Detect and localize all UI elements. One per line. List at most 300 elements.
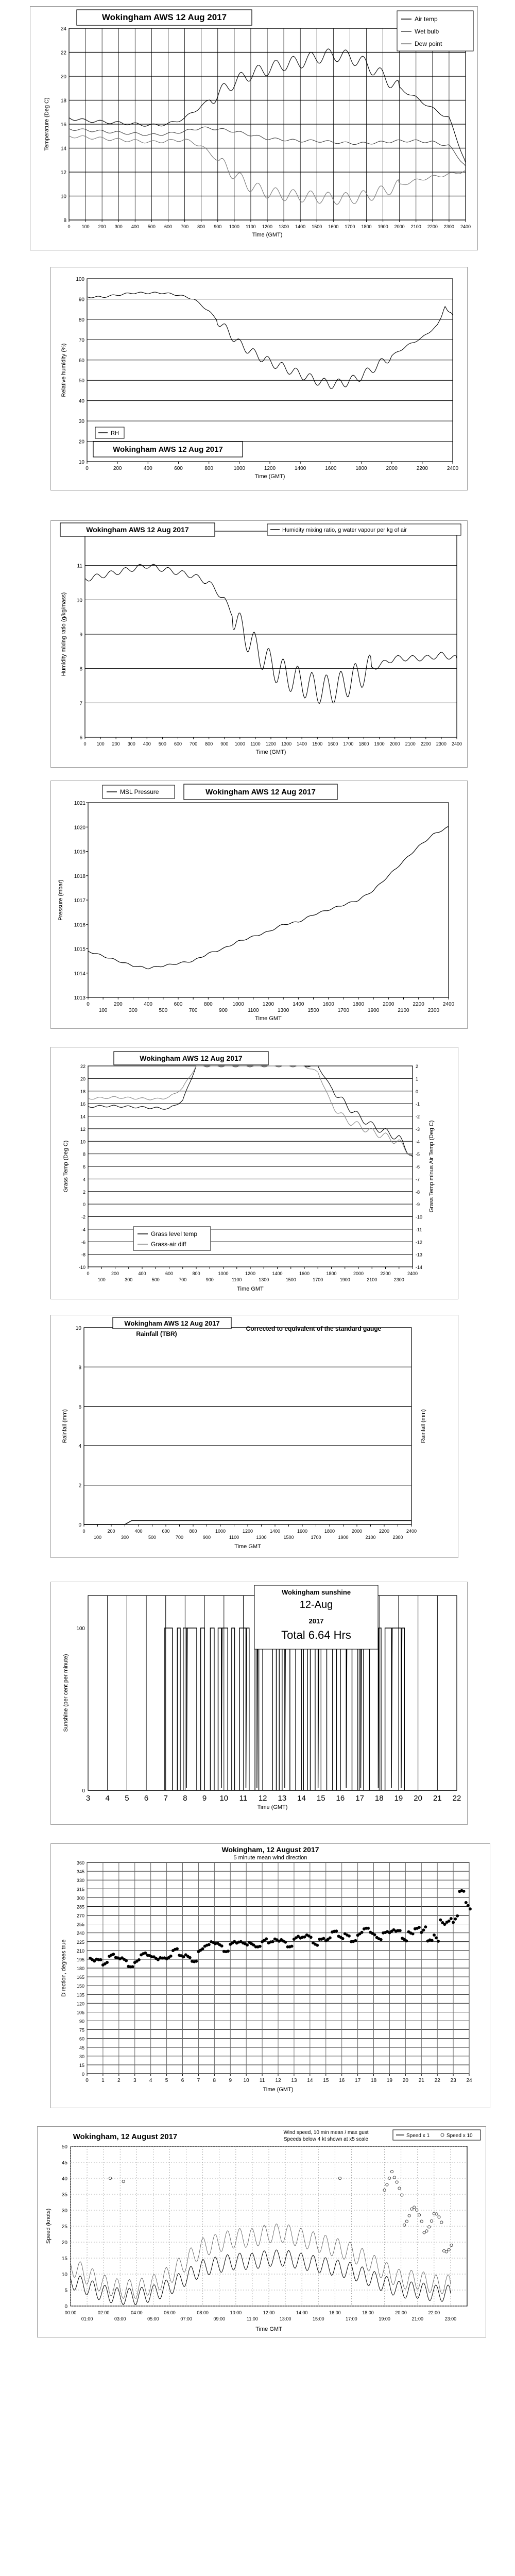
x-tick-label: 20:00 (395, 2310, 407, 2315)
speed-x10-point (383, 2189, 386, 2192)
x-tick-label: 2100 (405, 741, 416, 747)
y-tick-label: -6 (81, 1240, 85, 1245)
x-tick-label: 1 (101, 2078, 105, 2083)
x-tick-label: 1200 (265, 741, 277, 747)
direction-point (195, 1960, 198, 1963)
y-tick-label: 105 (76, 2010, 84, 2015)
sunshine-chart (51, 1582, 467, 1824)
y-tick-label: 4 (82, 1177, 85, 1182)
y-tick-label: 165 (76, 1975, 84, 1980)
x-tick-label: 2 (117, 2078, 121, 2083)
x-tick-label: 21 (433, 1794, 442, 1803)
direction-point (99, 1958, 102, 1961)
y-tick-label: 330 (76, 1878, 84, 1884)
wind-direction-chart-panel (50, 1843, 490, 2108)
y2-tick-label: -6 (416, 1164, 420, 1170)
y-tick-label: 14 (60, 146, 66, 152)
x-tick-label: 2200 (380, 1271, 391, 1276)
mixing-ratio-chart (51, 521, 467, 767)
x-tick-label: 800 (189, 1529, 197, 1534)
x-tick-label: 0 (85, 466, 89, 471)
x-tick-label: 18:00 (362, 2310, 374, 2315)
x-tick-label: 900 (220, 741, 229, 747)
x-tick-label: 800 (203, 1002, 213, 1007)
x-tick-label: 19 (394, 1794, 403, 1803)
x-tick-label: 1100 (232, 1277, 242, 1282)
direction-point (106, 1961, 109, 1964)
x-tick-label: 06:00 (164, 2310, 176, 2315)
x-tick-label: 9 (202, 1794, 207, 1803)
y-tick-label: 8 (78, 1365, 81, 1371)
x-tick-label: 2000 (389, 741, 400, 747)
x-tick-label: 15 (316, 1794, 325, 1803)
x-tick-label: 2200 (416, 466, 428, 471)
sunshine-chart-panel (50, 1582, 468, 1825)
x-tick-label: 13 (291, 2078, 297, 2083)
x-tick-label: 14:00 (296, 2310, 308, 2315)
y2-tick-label: -1 (416, 1101, 420, 1107)
y-tick-label: 255 (76, 1922, 84, 1927)
y-axis-label: Humidity mixing ratio (g/kg/mass) (61, 592, 67, 676)
chart-title: Wokingham, 12 August 2017 (73, 2132, 178, 2141)
x-tick-label: 100 (93, 1535, 102, 1540)
x-tick-label: 11 (259, 2078, 265, 2083)
x-tick-label: 9 (229, 2078, 232, 2083)
x-tick-label: 1600 (328, 741, 338, 747)
y-tick-label: 270 (76, 1913, 84, 1919)
speed-x10-point (430, 2219, 433, 2222)
x-tick-label: 2300 (427, 1008, 439, 1013)
x-tick-label: 0 (87, 1271, 90, 1276)
chart-title: Wokingham AWS 12 Aug 2017 (124, 1319, 220, 1327)
x-tick-label: 200 (107, 1529, 115, 1534)
y-tick-label: 0 (78, 1522, 81, 1528)
x-tick-label: 100 (97, 1277, 106, 1282)
x-tick-label: 1400 (295, 466, 306, 471)
y-tick-label: 1019 (74, 849, 85, 855)
direction-point (208, 1943, 211, 1946)
direction-point (462, 1890, 466, 1893)
x-tick-label: 1600 (299, 1271, 310, 1276)
direction-point (201, 1947, 204, 1951)
x-tick-label: 2000 (394, 224, 405, 229)
legend-label: Dew point (415, 40, 442, 47)
y-tick-label: 45 (61, 2160, 67, 2166)
rainfall-chart-panel (50, 1315, 458, 1558)
y2-tick-label: -11 (416, 1227, 422, 1232)
x-tick-label: 2200 (420, 741, 431, 747)
direction-point (265, 1937, 268, 1940)
speed-x10-point (440, 2221, 443, 2224)
x-tick-label: 1700 (343, 741, 354, 747)
chart-note: Corrected to equivalent of the standard gauge (246, 1325, 382, 1332)
direction-point (138, 1958, 141, 1961)
y-tick-label: 0 (81, 2072, 84, 2077)
x-tick-label: 2100 (398, 1008, 409, 1013)
x-tick-label: 1900 (374, 741, 385, 747)
direction-point (176, 1947, 179, 1951)
y-tick-label: 180 (76, 1966, 84, 1971)
x-tick-label: 2100 (410, 224, 421, 229)
direction-point (399, 1929, 402, 1932)
x-tick-label: 20 (402, 2078, 408, 2083)
x-axis-label: Time GMT (255, 1015, 282, 1022)
direction-point (380, 1938, 383, 1941)
x-tick-label: 17 (355, 2078, 361, 2083)
x-tick-label: 16:00 (329, 2310, 341, 2315)
y-axis-label: Pressure (mbar) (58, 879, 64, 921)
speed-x10-point (408, 2214, 410, 2217)
x-tick-label: 07:00 (180, 2316, 192, 2321)
chart-total: Total 6.64 Hrs (281, 1629, 351, 1641)
direction-point (418, 1926, 421, 1929)
direction-point (348, 1935, 351, 1938)
x-tick-label: 1500 (285, 1277, 296, 1282)
direction-point (469, 1907, 472, 1910)
direction-point (259, 1945, 262, 1948)
direction-point (220, 1944, 224, 1947)
y-tick-label: 135 (76, 1992, 84, 1998)
y-tick-label: 22 (60, 50, 66, 56)
y-tick-label: -8 (81, 1252, 85, 1258)
x-tick-label: 04:00 (131, 2310, 143, 2315)
x-tick-label: 13 (278, 1794, 287, 1803)
y-tick-label: 8 (63, 218, 66, 224)
x-tick-label: 05:00 (147, 2316, 159, 2321)
x-tick-label: 500 (148, 1535, 157, 1540)
y-tick-label: 25 (61, 2224, 67, 2230)
legend-label: Speed x 1 (406, 2133, 430, 2139)
x-tick-label: 3 (85, 1794, 91, 1803)
x-tick-label: 1600 (322, 1002, 334, 1007)
x-axis-label: Time (GMT) (255, 749, 286, 755)
x-tick-label: 16 (336, 1794, 345, 1803)
y-tick-label: 8 (82, 1151, 85, 1157)
x-tick-label: 1100 (246, 224, 256, 229)
x-tick-label: 1300 (279, 224, 289, 229)
y-tick-label: 75 (79, 2027, 84, 2033)
x-tick-label: 700 (179, 1277, 187, 1282)
chart-year: 2017 (308, 1617, 324, 1625)
x-tick-label: 20 (414, 1794, 422, 1803)
speed-x10-point (448, 2248, 450, 2251)
speed-x10-point (405, 2220, 408, 2223)
direction-point (341, 1937, 345, 1940)
x-tick-label: 1900 (377, 224, 388, 229)
x-tick-label: 400 (143, 741, 151, 747)
x-axis-label: Time (GMT) (257, 1804, 288, 1810)
x-tick-label: 02:00 (97, 2310, 110, 2315)
speed-x10-point (418, 2214, 420, 2216)
y-tick-label: 315 (76, 1887, 84, 1892)
x-tick-label: 1800 (352, 1002, 365, 1007)
y2-tick-label: -12 (416, 1240, 423, 1245)
x-tick-label: 5 (165, 2078, 168, 2083)
x-tick-label: 10 (219, 1794, 229, 1803)
y-tick-label: 240 (76, 1930, 84, 1936)
direction-point (360, 1931, 364, 1934)
y-tick-label: 6 (82, 1164, 85, 1170)
y-tick-label: 5 (64, 2288, 67, 2294)
x-tick-label: 900 (205, 1277, 214, 1282)
x-tick-label: 1900 (338, 1535, 349, 1540)
x-tick-label: 1400 (297, 741, 307, 747)
x-tick-label: 100 (98, 1008, 108, 1013)
x-tick-label: 1200 (242, 1529, 253, 1534)
speed-x10-point (445, 2250, 448, 2253)
x-tick-label: 0 (87, 1002, 90, 1007)
x-tick-label: 200 (111, 1271, 119, 1276)
y-tick-label: 6 (78, 1404, 81, 1410)
direction-point (456, 1914, 459, 1918)
x-tick-label: 2300 (443, 224, 454, 229)
y-tick-label: 345 (76, 1869, 84, 1875)
x-tick-label: 10 (243, 2078, 249, 2083)
speed-x10-point (410, 2208, 413, 2210)
y-tick-label: 50 (61, 2144, 67, 2150)
y-tick-label: 40 (61, 2176, 67, 2182)
y-tick-label: -2 (81, 1214, 85, 1220)
direction-point (329, 1936, 332, 1939)
y-axis-label: Sunshine (per cent per minute) (63, 1654, 69, 1732)
y2-tick-label: 1 (416, 1076, 419, 1082)
y-tick-label: 0 (82, 1788, 85, 1794)
x-tick-label: 3 (133, 2078, 136, 2083)
legend-label: Wet bulb (415, 28, 439, 35)
y-tick-label: 45 (79, 2045, 84, 2050)
y-tick-label: 1013 (74, 995, 85, 1001)
speed-x10-point (396, 2181, 398, 2183)
direction-point (367, 1927, 370, 1930)
x-tick-label: 11:00 (246, 2316, 258, 2321)
y-axis-label: Grass Temp (Deg C) (63, 1140, 69, 1193)
x-tick-label: 600 (164, 224, 173, 229)
chart-subtitle: 5 minute mean wind direction (233, 1855, 307, 1861)
y-tick-label: -10 (78, 1265, 85, 1270)
y-tick-label: 10 (80, 1139, 85, 1145)
x-tick-label: 6 (181, 2078, 184, 2083)
y-tick-label: 15 (61, 2256, 67, 2262)
speed-x10-point (338, 2177, 341, 2179)
y-tick-label: 40 (78, 398, 84, 404)
y-tick-label: 210 (76, 1948, 84, 1954)
x-tick-label: 300 (114, 224, 123, 229)
x-tick-label: 900 (219, 1008, 228, 1013)
x-tick-label: 2400 (407, 1271, 418, 1276)
x-tick-label: 1400 (293, 1002, 304, 1007)
direction-point (467, 1904, 470, 1907)
direction-point (354, 1939, 357, 1942)
y2-tick-label: -5 (416, 1151, 420, 1157)
direction-point (316, 1944, 319, 1947)
x-tick-label: 1200 (264, 466, 276, 471)
x-axis-label: Time (GMT) (254, 473, 285, 480)
direction-point (465, 1901, 468, 1904)
x-tick-label: 600 (165, 1271, 174, 1276)
rainfall-chart (51, 1315, 458, 1557)
direction-point (405, 1939, 408, 1942)
direction-point (448, 1920, 451, 1923)
y-tick-label: 10 (78, 460, 84, 465)
x-tick-label: 2000 (383, 1002, 394, 1007)
y-tick-label: 1021 (74, 801, 85, 806)
y-tick-label: 60 (79, 2036, 84, 2042)
x-tick-label: 00:00 (64, 2310, 77, 2315)
legend-label: Grass level temp (151, 1230, 198, 1238)
direction-point (431, 1939, 434, 1942)
x-tick-label: 1000 (234, 741, 245, 747)
y-tick-label: 2 (82, 1189, 85, 1195)
temperature-chart-panel (30, 6, 478, 250)
y-tick-label: 20 (61, 2240, 67, 2246)
x-tick-label: 1700 (337, 1008, 349, 1013)
y-tick-label: 360 (76, 1860, 84, 1866)
x-tick-label: 700 (190, 741, 198, 747)
speed-x10-point (428, 2226, 431, 2228)
x-tick-label: 1000 (215, 1529, 226, 1534)
y2-tick-label: 2 (416, 1064, 419, 1069)
x-tick-label: 2400 (447, 466, 459, 471)
x-tick-label: 600 (174, 466, 183, 471)
x-tick-label: 18 (370, 2078, 377, 2083)
y-tick-label: 30 (79, 2054, 84, 2059)
y2-tick-label: -13 (416, 1252, 423, 1258)
x-tick-label: 1400 (272, 1271, 283, 1276)
x-tick-label: 2400 (460, 224, 471, 229)
chart-note: Speeds below 4 kt shown at x5 scale (284, 2137, 368, 2142)
y-tick-label: 7 (79, 701, 82, 707)
x-tick-label: 1700 (345, 224, 355, 229)
direction-point (271, 1940, 274, 1943)
y-tick-label: 10 (76, 598, 82, 604)
x-tick-label: 1400 (269, 1529, 281, 1534)
x-tick-label: 19 (386, 2078, 392, 2083)
direction-point (424, 1925, 427, 1928)
y-tick-label: 12 (60, 170, 66, 176)
x-tick-label: 19:00 (379, 2316, 390, 2321)
x-tick-label: 10:00 (230, 2310, 242, 2315)
x-tick-label: 300 (121, 1535, 129, 1540)
x-tick-label: 2000 (353, 1271, 364, 1276)
x-tick-label: 700 (181, 224, 189, 229)
x-tick-label: 700 (188, 1008, 198, 1013)
direction-point (437, 1940, 440, 1943)
x-tick-label: 200 (113, 466, 122, 471)
x-tick-label: 1800 (358, 741, 369, 747)
speed-x10-point (398, 2187, 401, 2190)
chart-title: Wokingham, 12 August 2017 (221, 1845, 319, 1854)
direction-point (188, 1956, 192, 1959)
speed-x10-point (403, 2224, 406, 2226)
direction-point (435, 1936, 438, 1939)
speed-x10-point (386, 2183, 388, 2186)
x-tick-label: 2300 (392, 1535, 403, 1540)
y-tick-label: 35 (61, 2192, 67, 2198)
y-tick-label: 15 (79, 2062, 84, 2068)
wind-direction-chart (51, 1844, 490, 2108)
y-tick-label: 50 (78, 378, 84, 384)
x-tick-label: 21 (418, 2078, 424, 2083)
y-tick-label: 11 (77, 563, 82, 569)
x-tick-label: 800 (205, 741, 213, 747)
x-tick-label: 1300 (278, 1008, 289, 1013)
y-axis-label: Relative humidity (%) (61, 343, 67, 397)
x-tick-label: 600 (174, 1002, 183, 1007)
y-tick-label: 1018 (74, 873, 85, 879)
x-tick-label: 0 (83, 741, 87, 747)
y2-tick-label: -8 (416, 1189, 420, 1195)
legend-label: MSL Pressure (120, 788, 159, 795)
y-tick-label: 60 (78, 358, 84, 364)
speed-x10-point (416, 2209, 418, 2211)
x-tick-label: 400 (138, 1271, 146, 1276)
y-tick-label: 18 (60, 98, 66, 104)
chart-subtitle: Rainfall (TBR) (136, 1330, 177, 1337)
y-tick-label: 4 (78, 1444, 81, 1450)
chart-title: Wokingham AWS 12 Aug 2017 (101, 12, 227, 22)
x-tick-label: 500 (147, 224, 156, 229)
speed-x10-point (438, 2216, 440, 2218)
x-tick-label: 4 (105, 1794, 110, 1803)
x-axis-label: Time GMT (237, 1286, 264, 1292)
direction-point (439, 1919, 442, 1922)
direction-point (452, 1921, 455, 1924)
speed-x10-point (450, 2244, 453, 2246)
direction-point (373, 1933, 376, 1936)
speed-x10-point (388, 2177, 391, 2179)
x-tick-label: 13:00 (279, 2316, 291, 2321)
x-tick-label: 400 (131, 224, 139, 229)
chart-date: 12-Aug (299, 1599, 333, 1611)
x-tick-label: 500 (151, 1277, 160, 1282)
x-tick-label: 500 (158, 741, 166, 747)
x-tick-label: 1800 (326, 1271, 337, 1276)
x-tick-label: 1000 (218, 1271, 229, 1276)
y-tick-label: 18 (80, 1089, 85, 1094)
direction-point (422, 1928, 425, 1931)
speed-x10-point (420, 2220, 423, 2223)
legend-label: Grass-air diff (151, 1241, 186, 1248)
speed-x10-point (122, 2180, 125, 2183)
y-tick-label: 0 (82, 1202, 85, 1208)
direction-point (310, 1936, 313, 1939)
grass-temp-chart (51, 1047, 458, 1299)
x-tick-label: 600 (162, 1529, 170, 1534)
legend-swatch (441, 2133, 444, 2137)
y-tick-label: 1015 (74, 946, 85, 953)
y-tick-label: 100 (76, 277, 84, 282)
x-tick-label: 16 (339, 2078, 345, 2083)
x-tick-label: 1100 (248, 1008, 259, 1013)
y-axis-label: Direction, degrees true (61, 1939, 67, 1997)
x-axis-label: Time GMT (234, 1544, 261, 1550)
direction-point (125, 1959, 128, 1962)
speed-x10-point (435, 2213, 438, 2215)
x-tick-label: 21:00 (411, 2316, 424, 2321)
x-tick-label: 12 (275, 2078, 281, 2083)
x-tick-label: 0 (67, 224, 71, 229)
x-tick-label: 400 (134, 1529, 143, 1534)
y-tick-label: 80 (78, 317, 84, 323)
x-tick-label: 1100 (229, 1535, 239, 1540)
x-tick-label: 100 (96, 741, 105, 747)
x-axis-label: Time (GMT) (252, 232, 283, 238)
chart-subtitle: Wind speed, 10 min mean / max gust (283, 2130, 369, 2136)
y-tick-label: 8 (79, 666, 82, 672)
x-tick-label: 100 (81, 224, 90, 229)
y-tick-label: 30 (78, 419, 84, 425)
x-tick-label: 1000 (229, 224, 239, 229)
